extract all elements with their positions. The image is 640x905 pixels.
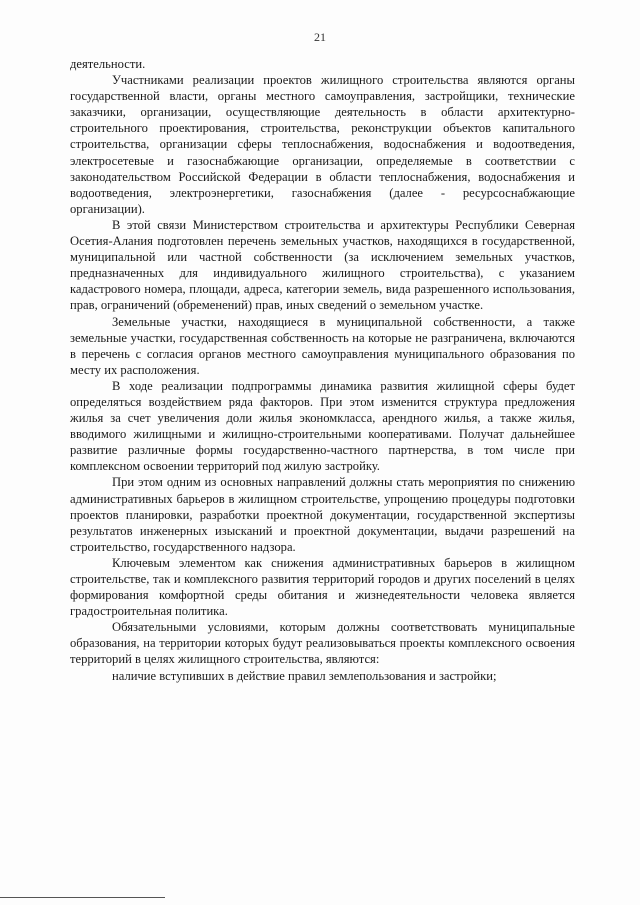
paragraph-land-list: В этой связи Министерством строительства и архитектуры Республики Северная Осетия-Алания подготовлен перечень земельных участков, находящихся в государственной, муниципальной или частной собственности (за исключением земельных участков, предназначенных для индивидуального жилищного строительства), с указанием кадастрового номера, площади, адреса, категории земель, вида разрешенного использования, прав, ограничений (обременений) прав, иных сведений о земельном участке. — [70, 217, 575, 313]
paragraph-barriers: При этом одним из основных направлений должны стать мероприятия по снижению административных барьеров в жилищном строительстве, упрощению процедуры подготовки проектов планировки, разработки проектной документации, государственной экспертизы результатов инженерных изысканий и проектной документации, выдачи разрешений на строительство, государственного надзора. — [70, 475, 575, 554]
paragraph-continuation: деятельности. — [70, 57, 146, 71]
page-number: 21 — [314, 30, 326, 44]
paragraph-participants: Участниками реализации проектов жилищного строительства являются органы государственной власти, органы местного самоуправления, застройщики, технические заказчики, организации, осуществляющие деятельность в области архитектурно-строительного проектирования, строительства, реконструкции объектов капитального строительства, организации сферы теплоснабжения, водоснабжения и водоотведения, электросетевые и газоснабжающие организации, определяемые в соответствии с законодательством Российской Федерации в области теплоснабжения, водоснабжения и водоотведения, электроэнергетики, газоснабжения (далее - ресурсоснабжающие организации). — [70, 73, 575, 216]
paragraph-urban-policy: Ключевым элементом как снижения административных барьеров в жилищном строительстве, так и комплексного развития территорий городов и других поселений в целях формирования комфортной среды обитания и жизнедеятельности человека является градостроительная политика. — [70, 555, 575, 619]
body-text — [70, 56, 575, 684]
paragraph-conditions: Обязательными условиями, которым должны соответствовать муниципальные образования, на территории которых будут реализовываться проекты комплексного освоения территорий в целях жилищного строительства, являются: — [70, 620, 575, 667]
paragraph-municipal-land: Земельные участки, находящиеся в муниципальной собственности, а также земельные участки, государственная собственность на которые не разграничена, включаются в перечень с согласия органов местного самоуправления муниципального образования по месту их расположения. — [70, 314, 575, 377]
paragraph-housing-dynamics: В ходе реализации подпрограммы динамика развития жилищной сферы будет определяться воздействием ряда факторов. При этом изменится структура предложения жилья за счет увеличения доли жилья экономкласса, арендного жилья, а также жилья, вводимого жилищными и жилищно-строительными кооперативами. Получат дальнейшее развитие различные формы государственно-частного партнерства, в том числе при комплексном освоении территорий под жилую застройку. — [70, 378, 575, 474]
footer-rule — [0, 897, 165, 898]
paragraph-condition-item: наличие вступивших в действие правил землепользования и застройки; — [112, 668, 497, 683]
